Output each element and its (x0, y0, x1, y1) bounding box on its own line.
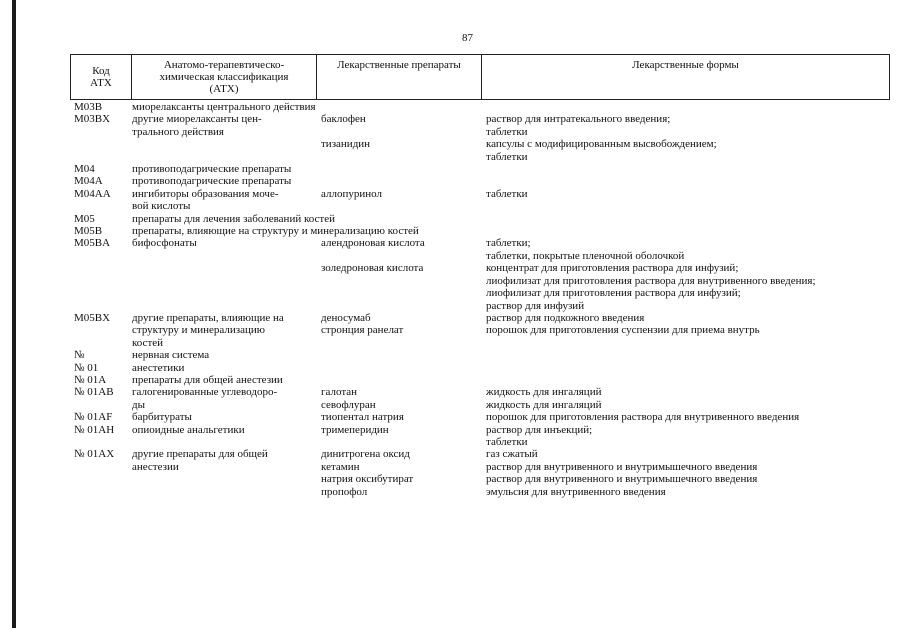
atc-classification (132, 250, 321, 262)
header-drug-line: Лекарственные препараты (337, 59, 461, 71)
atc-code (74, 275, 132, 287)
table-row (74, 175, 889, 187)
atc-code: M04 (74, 163, 95, 176)
atc-code: № 01AX (74, 448, 115, 461)
drug-name (321, 250, 486, 262)
atc-classification (132, 275, 321, 287)
header-code-line: Код (92, 65, 110, 77)
dosage-form: порошок для приготовления суспензии для приема внутрь (486, 324, 760, 337)
dosage-form (486, 200, 889, 212)
dosage-form: концентрат для приготовления раствора для инфузий; (486, 262, 739, 275)
atc-code: M05BA (74, 237, 111, 250)
atc-code (74, 151, 132, 163)
drug-name (321, 275, 486, 287)
atc-code (74, 287, 132, 299)
atc-code (74, 436, 132, 448)
drug-name: пропофол (321, 485, 368, 498)
table-row (74, 386, 889, 398)
drug-name (321, 337, 486, 349)
atc-code: M04A (74, 175, 103, 188)
table-row (74, 151, 889, 163)
header-class-line: химическая классификация (159, 71, 289, 83)
atc-classification: анестезии (132, 460, 179, 473)
atc-classification (132, 300, 321, 312)
atc-classification: другие препараты, влияющие на (132, 311, 284, 324)
dosage-form: лиофилизат для приготовления раствора для инфузий; (486, 287, 741, 300)
table-row (74, 374, 889, 386)
atc-code: № 01AB (74, 386, 114, 399)
atc-code: M03BX (74, 113, 111, 126)
group-title: препараты для общей анестезии (132, 373, 283, 386)
atc-code: № 01AF (74, 411, 113, 424)
table-header (70, 54, 890, 100)
atc-code (74, 337, 132, 349)
table-row (74, 213, 889, 225)
group-title: миорелаксанты центрального действия (132, 101, 316, 113)
atc-classification: вой кислоты (132, 200, 191, 213)
dosage-form: таблетки; (486, 237, 531, 250)
drug-name: севофлуран (321, 398, 376, 411)
atc-classification: опиоидные анальгетики (132, 423, 245, 436)
atc-classification (132, 473, 321, 485)
atc-classification: трального действия (132, 125, 224, 138)
table-row (74, 188, 889, 200)
atc-code: M03B (74, 101, 103, 113)
dosage-form: эмульсия для внутривенного введения (486, 485, 666, 498)
table-row (74, 399, 889, 411)
table-row (74, 362, 889, 374)
drug-name: алендроновая кислота (321, 237, 425, 250)
table-row (74, 113, 889, 125)
table-row (74, 312, 889, 324)
dosage-form: раствор для инфузий (486, 299, 585, 312)
dosage-form: таблетки (486, 435, 528, 448)
group-title: препараты для лечения заболеваний костей (132, 212, 335, 225)
table-row (74, 411, 889, 423)
table-row (74, 262, 889, 274)
dosage-form: газ сжатый (486, 448, 538, 461)
table-row (74, 448, 889, 460)
group-title: анестетики (132, 361, 185, 374)
atc-classification: ингибиторы образования моче- (132, 187, 279, 200)
atc-classification (132, 436, 321, 448)
drug-name: стронция ранелат (321, 324, 404, 337)
atc-code: № 01AH (74, 423, 115, 436)
drug-name (321, 126, 486, 138)
drug-name: деносумаб (321, 311, 371, 324)
atc-classification: бифосфонаты (132, 237, 197, 250)
dosage-form: жидкость для ингаляций (486, 398, 602, 411)
atc-classification: галогенированные углеводоро- (132, 386, 278, 399)
atc-classification: другие миорелаксанты цен- (132, 113, 262, 126)
table-row (74, 424, 889, 436)
atc-classification (132, 262, 321, 274)
header-class-line: Анатомо-терапевтическо- (163, 59, 285, 71)
table-row (74, 287, 889, 299)
atc-code (74, 250, 132, 262)
atc-classification: другие препараты для общей (132, 448, 268, 461)
header-code-line: АТХ (90, 77, 112, 89)
drug-name: аллопуринол (321, 187, 382, 200)
dosage-form: таблетки (486, 187, 528, 200)
drug-name: кетамин (321, 460, 360, 473)
atc-code (74, 300, 132, 312)
table-row (74, 337, 889, 349)
table-row (74, 138, 889, 150)
table-row (74, 436, 889, 448)
table-body (74, 101, 889, 498)
drug-name: тизанидин (321, 138, 371, 151)
drug-name (321, 200, 486, 212)
dosage-form: раствор для внутривенного и внутримышечного введения (486, 460, 758, 473)
atc-classification (132, 287, 321, 299)
dosage-form: лиофилизат для приготовления раствора для внутривенного введения; (486, 274, 816, 287)
dosage-form: таблетки (486, 125, 528, 138)
drug-name (321, 287, 486, 299)
table-row (74, 300, 889, 312)
atc-code (74, 473, 132, 485)
dosage-form: порошок для приготовления раствора для внутривенного введения (486, 411, 800, 424)
table-row (74, 275, 889, 287)
drug-name: тиопентал натрия (321, 411, 404, 424)
atc-code (74, 200, 132, 212)
header-class-line: (АТХ) (209, 83, 239, 95)
group-title: противоподагрические препараты (132, 163, 292, 176)
atc-code (74, 399, 132, 411)
atc-code: M05B (74, 225, 103, 238)
table-row (74, 225, 889, 237)
table-row (74, 200, 889, 212)
scan-edge-bar (12, 0, 16, 628)
group-title: препараты, влияющие на структуру и минерализацию костей (132, 225, 419, 238)
table-row (74, 461, 889, 473)
atc-classification: ды (132, 398, 145, 411)
drug-name: галотан (321, 386, 358, 399)
drug-name (321, 436, 486, 448)
atc-classification: барбитураты (132, 411, 192, 424)
table-row (74, 486, 889, 498)
header-form-line: Лекарственные формы (632, 59, 739, 71)
atc-code (74, 461, 132, 473)
header-drug-cell (316, 55, 481, 99)
drug-name (321, 300, 486, 312)
atc-classification (132, 138, 321, 150)
drug-name: баклофен (321, 113, 366, 126)
atc-code (74, 138, 132, 150)
table-row (74, 349, 889, 361)
atc-code: M05 (74, 212, 95, 225)
atc-code: M05BX (74, 311, 111, 324)
atc-classification: костей (132, 336, 164, 349)
drug-name (321, 151, 486, 163)
dosage-form: капсулы с модифицированным высвобождением; (486, 138, 717, 151)
page-number: 87 (462, 32, 473, 44)
table-row (74, 473, 889, 485)
dosage-form: таблетки (486, 150, 528, 163)
atc-code (74, 486, 132, 498)
table-row (74, 101, 889, 113)
atc-code (74, 262, 132, 274)
table-row (74, 163, 889, 175)
header-code-cell (71, 55, 131, 99)
atc-classification: структуру и минерализацию (132, 324, 265, 337)
dosage-form: раствор для внутривенного и внутримышечного введения (486, 473, 758, 486)
atc-code: № (74, 349, 85, 362)
drug-name: натрия оксибутират (321, 473, 414, 486)
dosage-form: раствор для инъекций; (486, 423, 593, 436)
dosage-form: раствор для интратекального введения; (486, 113, 671, 126)
atc-classification (132, 486, 321, 498)
table-row (74, 250, 889, 262)
atc-code (74, 126, 132, 138)
atc-code: M04AA (74, 187, 111, 200)
atc-code: № 01 (74, 361, 99, 374)
drug-name: динитрогена оксид (321, 448, 410, 461)
atc-classification (132, 151, 321, 163)
group-title: противоподагрические препараты (132, 175, 292, 188)
drug-name: тримеперидин (321, 423, 389, 436)
dosage-form: раствор для подкожного введения (486, 311, 645, 324)
table-row (74, 324, 889, 336)
dosage-form: жидкость для ингаляций (486, 386, 602, 399)
table-row (74, 126, 889, 138)
table-row (74, 237, 889, 249)
drug-name: золедроновая кислота (321, 262, 424, 275)
header-class-cell (131, 55, 316, 99)
atc-code (74, 324, 132, 336)
header-form-cell (481, 55, 889, 99)
group-title: нервная система (132, 349, 210, 362)
atc-code: № 01A (74, 373, 107, 386)
dosage-form (486, 337, 889, 349)
dosage-form: таблетки, покрытые пленочной оболочкой (486, 249, 685, 262)
